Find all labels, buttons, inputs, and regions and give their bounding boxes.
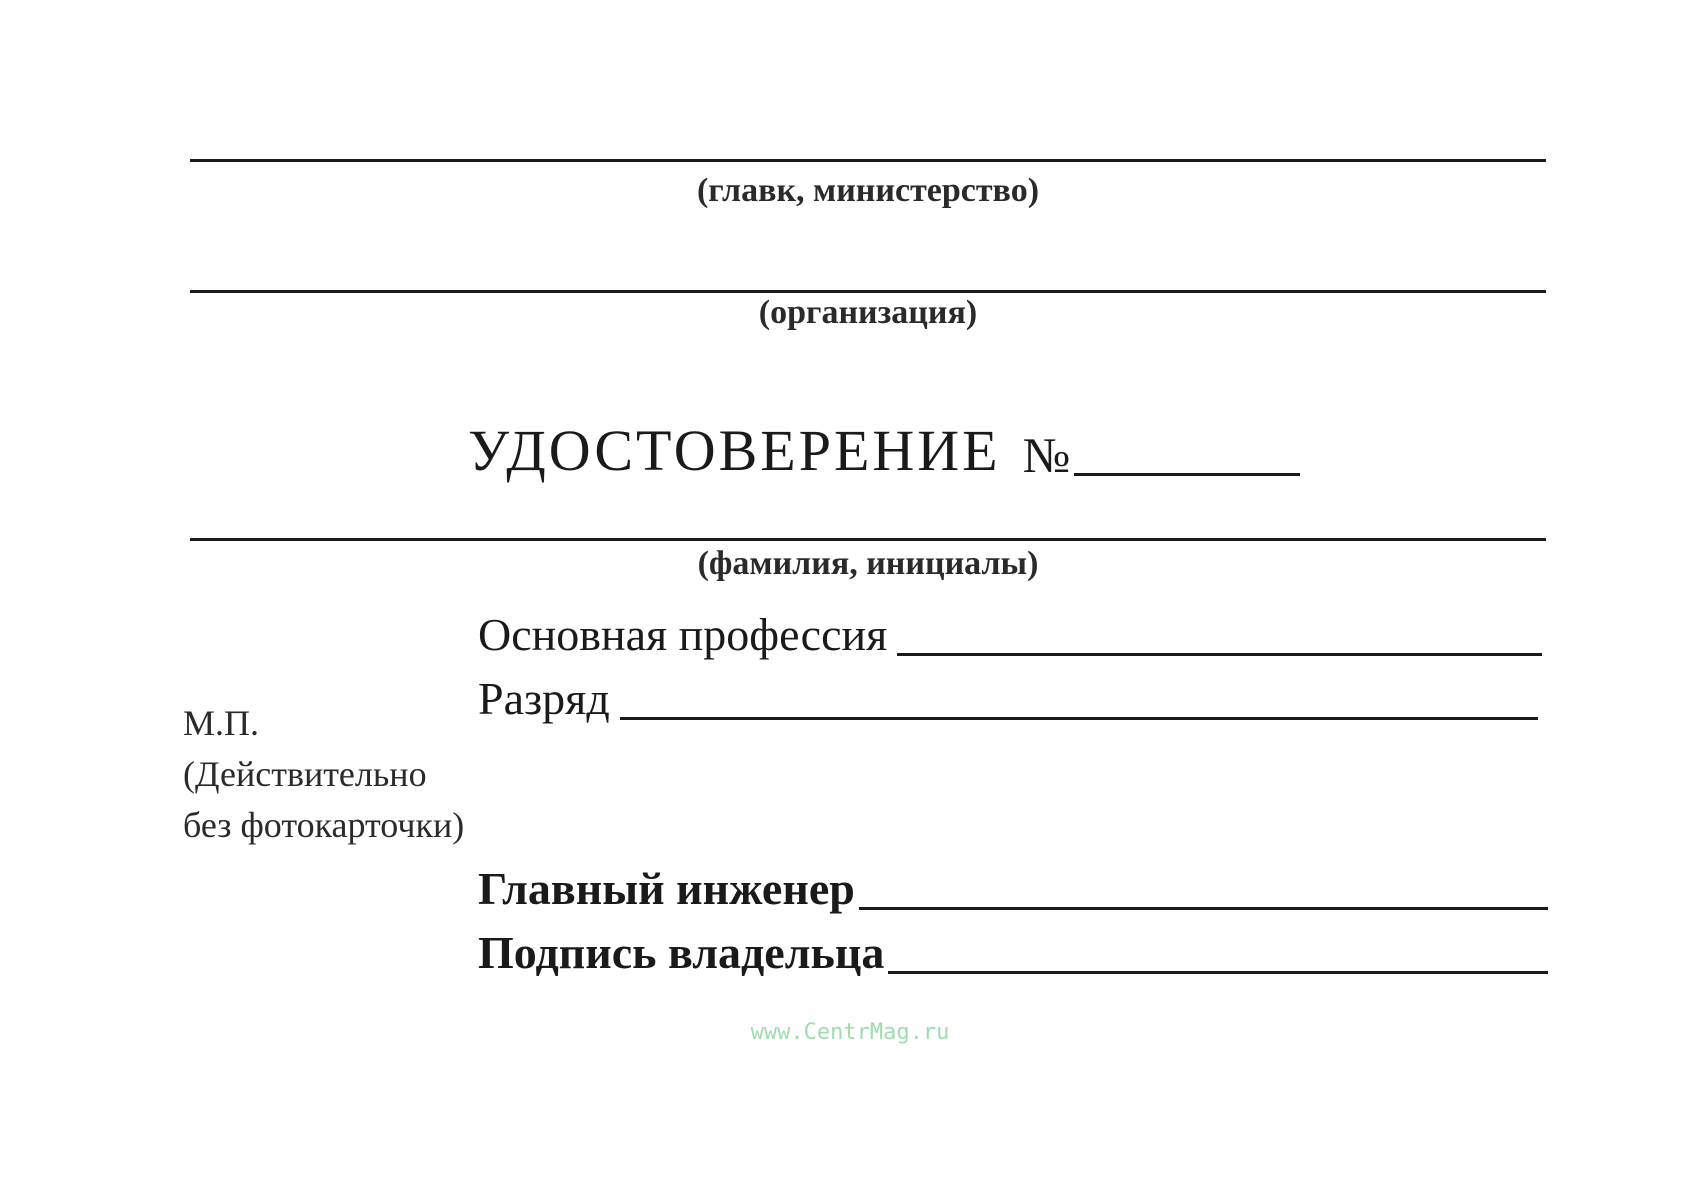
profession-label: Основная профессия — [478, 609, 888, 660]
grade-label: Разряд — [478, 673, 610, 724]
profession-blank — [897, 653, 1542, 656]
owner-signature-field — [478, 927, 1548, 978]
owner-signature-label: Подпись владельца — [478, 927, 885, 978]
stamp-note — [183, 698, 464, 851]
grade-blank — [620, 717, 1538, 720]
stamp-without-photo: без фотокарточки) — [183, 805, 465, 845]
organization-line — [190, 290, 1546, 293]
owner-signature-blank — [888, 971, 1548, 974]
organization-caption: (организация) — [758, 294, 978, 331]
certificate-number-blank — [1074, 473, 1300, 476]
ministry-caption: (главк, министерство) — [696, 172, 1040, 209]
chief-engineer-field — [478, 863, 1548, 914]
certificate-title: УДОСТОВЕРЕНИЕ — [468, 418, 1001, 483]
grade-field — [478, 673, 1538, 724]
profession-field — [478, 609, 1542, 660]
ministry-line — [190, 159, 1546, 162]
chief-engineer-label: Главный инженер — [478, 863, 855, 914]
watermark: www.CentrMag.ru — [750, 1020, 950, 1045]
stamp-valid: (Действительно — [183, 754, 427, 794]
name-caption: (фамилия, инициалы) — [697, 545, 1039, 582]
certificate-title-row — [468, 400, 1300, 483]
name-line — [190, 538, 1546, 541]
number-sign: № — [1022, 427, 1071, 483]
chief-engineer-blank — [859, 907, 1548, 910]
stamp-mp: М.П. — [183, 703, 260, 743]
